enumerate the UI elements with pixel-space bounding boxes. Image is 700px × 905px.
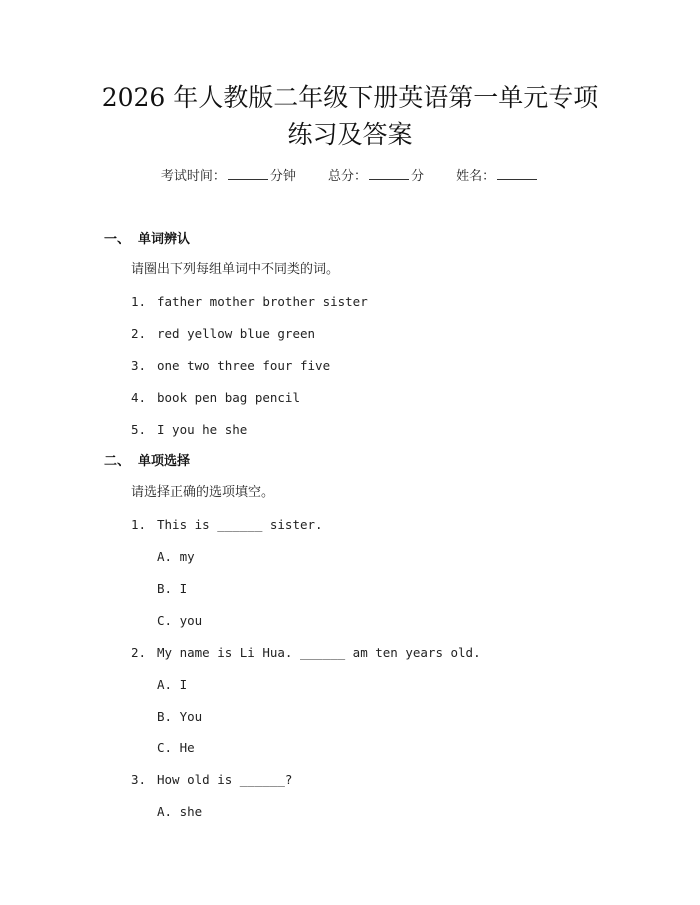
exam-time-unit: 分钟 [269, 169, 296, 184]
item-text: I you he she [157, 422, 248, 437]
total-score-field [328, 165, 424, 188]
word-group-item [131, 356, 330, 376]
section-number: 二、 [104, 454, 131, 469]
total-score-unit: 分 [411, 169, 425, 184]
answer-option: A. my [157, 549, 195, 564]
question-number: 1. [131, 517, 147, 532]
section-instruction: 请圈出下列每组单词中不同类的词。 [131, 262, 340, 277]
item-text: book pen bag pencil [157, 390, 300, 405]
student-name-label: 姓名： [456, 169, 496, 184]
student-name-field [456, 165, 539, 188]
question-text: This is ______ sister. [157, 517, 323, 532]
item-number: 3. [131, 358, 147, 373]
item-number: 1. [131, 294, 147, 309]
item-text: one two three four five [157, 358, 331, 373]
question-text: My name is Li Hua. ______ am ten years old. [157, 645, 481, 660]
exam-time-blank [228, 165, 268, 180]
document-title-line-1: 2026 年人教版二年级下册英语第一单元专项 [101, 83, 599, 112]
word-group-item [131, 388, 300, 408]
section-number: 一、 [104, 232, 131, 247]
exam-time-field [161, 165, 296, 188]
word-group-item [131, 292, 368, 312]
item-number: 5. [131, 422, 147, 437]
total-score-blank [369, 165, 409, 180]
section-heading-word-recognition [104, 230, 190, 250]
exam-meta [0, 165, 700, 188]
item-number: 2. [131, 326, 147, 341]
section-instruction: 请选择正确的选项填空。 [131, 485, 275, 500]
question-number: 3. [131, 772, 147, 787]
item-number: 4. [131, 390, 147, 405]
answer-option: B. I [157, 581, 188, 596]
answer-option: C. you [157, 613, 203, 628]
question-number: 2. [131, 645, 147, 660]
question-item [131, 643, 481, 663]
exam-time-label: 考试时间： [160, 169, 226, 184]
document-title-line-2: 练习及答案 [287, 120, 413, 149]
question-item [131, 770, 292, 790]
answer-option: A. she [157, 804, 203, 819]
word-group-item [131, 420, 247, 440]
section-title: 单项选择 [138, 454, 191, 469]
item-text: red yellow blue green [157, 326, 316, 341]
word-group-item [131, 324, 315, 344]
section-heading-single-choice [104, 452, 190, 472]
question-text: How old is ______? [157, 772, 293, 787]
item-text: father mother brother sister [157, 294, 368, 309]
student-name-blank [497, 165, 537, 180]
answer-option: C. He [157, 740, 195, 755]
question-item [131, 515, 323, 535]
total-score-label: 总分： [327, 169, 367, 184]
section-title: 单词辨认 [138, 232, 191, 247]
answer-option: A. I [157, 677, 188, 692]
answer-option: B. You [157, 709, 203, 724]
